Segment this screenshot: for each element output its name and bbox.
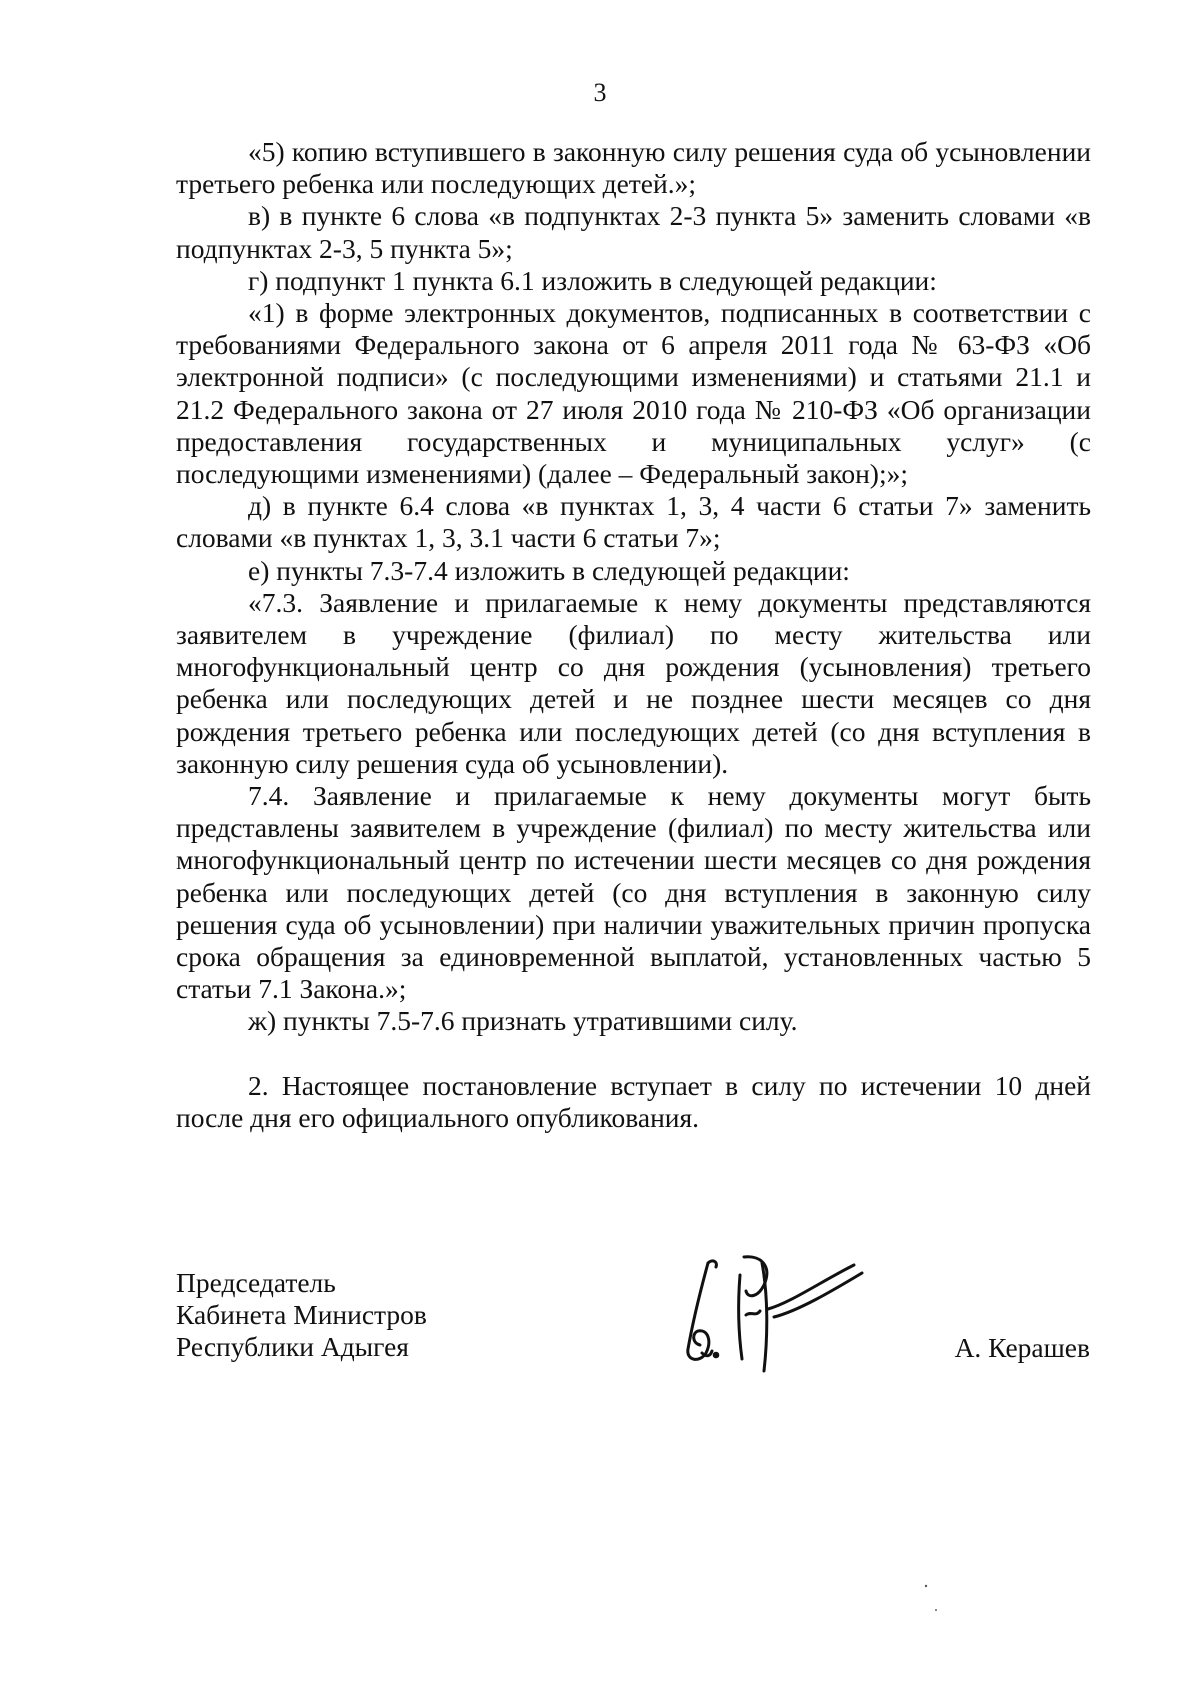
paragraph-section-2: 2. Настоящее постановление вступает в силу по истечении 10 дней после дня его официального опубликования. <box>176 1069 1091 1133</box>
paragraph-subitem-d: д) в пункте 6.4 слова «в пунктах 1, 3, 4 части 6 статьи 7» заменить словами «в пунктах 1, 3, 3.1 части 6 статьи 7»; <box>176 490 1091 554</box>
paragraph-subitem-g: г) подпункт 1 пункта 6.1 изложить в следующей редакции: <box>248 264 937 296</box>
paragraph-clause-7-4: 7.4. Заявление и прилагаемые к нему документы могут быть представлены заявителем в учреждение (филиал) по месту жительства или многофункциональный центр по истечении шести месяцев со дня рождения ребенка или последующих детей (со дня вступления в законную силу решения суда об усыновлении) при наличии уважительных причин пропуска срока обращения за единовременной выплатой, установленных частью 5 статьи 7.1 Закона.»; <box>176 780 1091 1005</box>
signatory-title-line: Республики Адыгея <box>176 1331 409 1363</box>
scan-speck-icon <box>920 1580 950 1620</box>
paragraph-subitem-v: в) в пункте 6 слова «в подпунктах 2-3 пункта 5» заменить словами «в подпунктах 2-3, 5 пункта 5»; <box>176 200 1091 264</box>
paragraph-item-1-electronic: «1) в форме электронных документов, подписанных в соответствии с требованиями Федерального закона от 6 апреля 2011 года № 63-ФЗ «Об электронной подписи» (с последующими изменениями) и статьями 21.1 и 21.2 Федерального закона от 27 июля 2010 года № 210-ФЗ «Об организации предоставления государственных и муниципальных услуг» (с последующими изменениями) (далее – Федеральный закон);»; <box>176 297 1091 490</box>
document-body <box>176 136 1091 1134</box>
paragraph-clause-7-3: «7.3. Заявление и прилагаемые к нему документы представляются заявителем в учреждение (филиал) по месту жительства или многофункциональный центр со дня рождения (усыновления) третьего ребенка или последующих детей и не позднее шести месяцев со дня рождения третьего ребенка или последующих детей (со дня вступления в законную силу решения суда об усыновлении). <box>176 586 1091 779</box>
paragraph-subitem-zh: ж) пункты 7.5-7.6 признать утратившими силу. <box>248 1005 798 1037</box>
handwritten-signature-icon <box>672 1245 872 1375</box>
signatory-title-line: Кабинета Министров <box>176 1299 427 1331</box>
signatory-name: А. Керашев <box>954 1332 1090 1363</box>
signatory-title <box>176 1267 427 1364</box>
page-number: 3 <box>593 78 607 107</box>
paragraph-item-5-copy: «5) копию вступившего в законную силу решения суда об усыновлении третьего ребенка или последующих детей.»; <box>176 136 1091 200</box>
signatory-title-line: Председатель <box>176 1267 336 1298</box>
paragraph-subitem-e: е) пункты 7.3-7.4 изложить в следующей редакции: <box>248 554 850 586</box>
